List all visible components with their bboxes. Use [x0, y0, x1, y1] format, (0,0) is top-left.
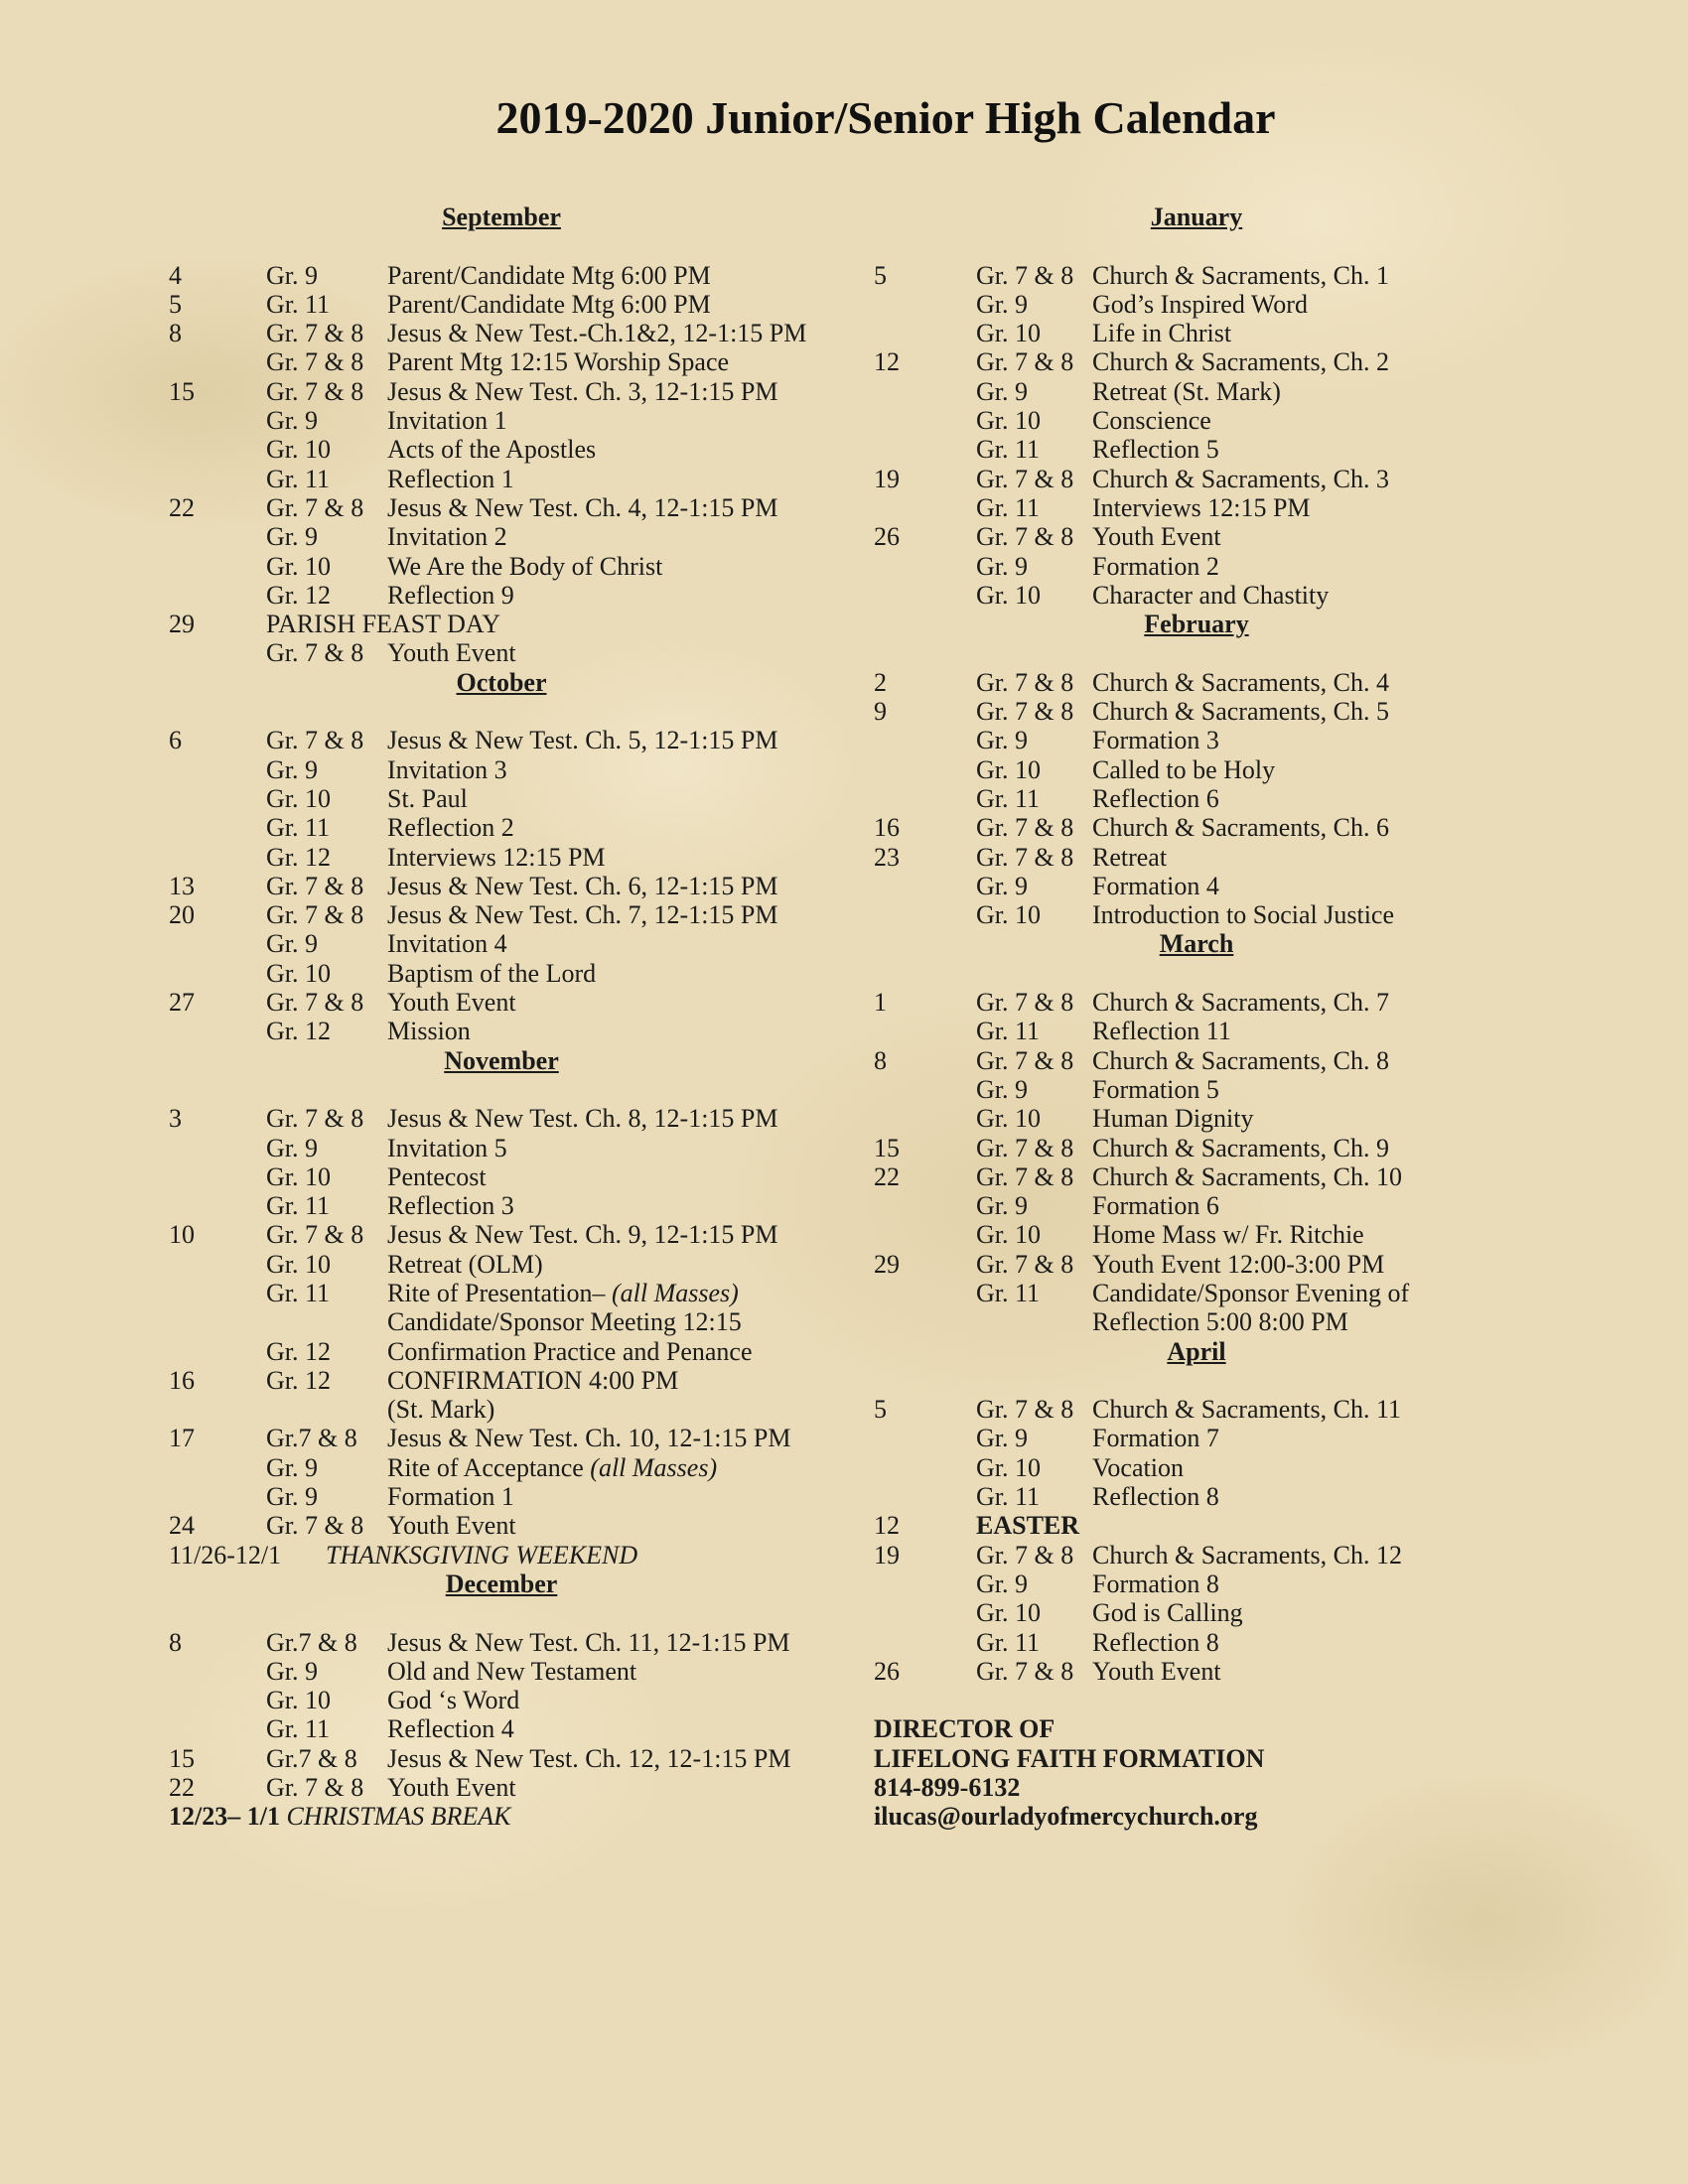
event-description: Rite of Presentation– (all Masses) [387, 1278, 739, 1307]
event-grade: Gr. 9 [976, 376, 1028, 406]
event-grade: Gr. 7 & 8 [976, 667, 1074, 697]
event-date: 23 [874, 842, 900, 872]
event-grade: Gr. 7 & 8 [976, 697, 1074, 727]
event-grade: Gr.7 & 8 [266, 1627, 357, 1657]
event-description: Jesus & New Test. Ch. 5, 12-1:15 PM [387, 726, 778, 755]
event-date: 8 [169, 1627, 182, 1657]
event-description: Invitation 2 [387, 522, 507, 552]
event-description: Church & Sacraments, Ch. 7 [1092, 988, 1389, 1018]
event-date: 8 [874, 1045, 887, 1075]
event-description: Invitation 1 [387, 406, 507, 436]
event-grade: Gr. 7 & 8 [976, 988, 1074, 1018]
event-description: Conscience [1092, 406, 1211, 436]
contact-text: LIFELONG FAITH FORMATION [874, 1743, 1265, 1773]
event-description: Formation 3 [1092, 726, 1219, 755]
event-date: 5 [874, 1395, 887, 1425]
event-grade: Gr. 11 [976, 1017, 1041, 1046]
event-grade: Gr. 7 & 8 [976, 347, 1074, 377]
event-grade: Gr. 7 & 8 [266, 1104, 364, 1134]
event-description: Jesus & New Test. Ch. 10, 12-1:15 PM [387, 1424, 791, 1453]
event-description: (St. Mark) [387, 1395, 495, 1425]
event-description: Retreat (St. Mark) [1092, 376, 1281, 406]
event-grade: Gr. 11 [976, 435, 1041, 465]
event-date: 16 [169, 1365, 195, 1395]
event-grade: Gr. 7 & 8 [266, 1220, 364, 1250]
event-description: Confirmation Practice and Penance [387, 1336, 753, 1366]
event-description: EASTER [976, 1511, 1080, 1541]
event-description: Mission [387, 1017, 471, 1046]
month-heading-label: February [1144, 610, 1249, 639]
event-date: 15 [169, 1743, 195, 1773]
event-grade: Gr. 9 [266, 1133, 318, 1162]
month-heading-label: November [444, 1045, 559, 1075]
event-description: Candidate/Sponsor Evening of [1092, 1278, 1410, 1307]
event-grade: Gr. 9 [266, 260, 318, 290]
event-grade: Gr. 11 [266, 1191, 331, 1221]
event-description: Formation 6 [1092, 1191, 1219, 1221]
event-description: Church & Sacraments, Ch. 6 [1092, 813, 1389, 843]
event-date: 26 [874, 522, 900, 552]
event-description: Jesus & New Test. Ch. 7, 12-1:15 PM [387, 900, 778, 930]
event-grade: Gr. 9 [266, 522, 318, 552]
event-date: 22 [169, 1773, 195, 1803]
event-date: 24 [169, 1511, 195, 1541]
event-description: Youth Event [387, 988, 516, 1018]
event-grade: Gr. 7 & 8 [976, 1540, 1074, 1570]
event-grade: Gr. 7 & 8 [266, 988, 364, 1018]
event-grade: Gr. 10 [266, 783, 331, 813]
event-grade: Gr. 7 & 8 [266, 1511, 364, 1541]
event-date: 3 [169, 1104, 182, 1134]
event-description: Formation 5 [1092, 1074, 1219, 1104]
event-grade: Gr. 9 [266, 754, 318, 784]
event-grade: Gr. 10 [976, 1598, 1041, 1628]
event-description: Youth Event [387, 1511, 516, 1541]
event-grade: Gr. 10 [976, 900, 1041, 930]
event-grade: Gr. 10 [976, 1104, 1041, 1134]
event-description: Church & Sacraments, Ch. 4 [1092, 667, 1389, 697]
event-grade: Gr. 10 [266, 1686, 331, 1715]
event-date: 16 [874, 813, 900, 843]
event-description: Vocation [1092, 1452, 1184, 1482]
event-date: 29 [169, 610, 195, 639]
event-description: CONFIRMATION 4:00 PM [387, 1365, 679, 1395]
event-description: Jesus & New Test.-Ch.1&2, 12-1:15 PM [387, 319, 807, 348]
event-description: Parent/Candidate Mtg 6:00 PM [387, 260, 711, 290]
event-date: 6 [169, 726, 182, 755]
event-date: 5 [169, 289, 182, 319]
event-date: 19 [874, 1540, 900, 1570]
event-grade: Gr. 7 & 8 [976, 1133, 1074, 1162]
event-description: God is Calling [1092, 1598, 1243, 1628]
event-grade: Gr. 10 [266, 435, 331, 465]
event-description: Reflection 8 [1092, 1627, 1219, 1657]
event-grade: Gr. 9 [266, 406, 318, 436]
event-description: Church & Sacraments, Ch. 3 [1092, 464, 1389, 493]
event-grade: Gr. 9 [976, 726, 1028, 755]
event-grade: Gr. 10 [266, 1249, 331, 1279]
event-description: Church & Sacraments, Ch. 12 [1092, 1540, 1402, 1570]
event-grade: Gr. 10 [266, 1161, 331, 1191]
event-description: Reflection 11 [1092, 1017, 1231, 1046]
event-description: Rite of Acceptance (all Masses) [387, 1452, 718, 1482]
month-heading-label: October [456, 667, 547, 697]
event-grade: Gr. 10 [976, 754, 1041, 784]
event-grade: Gr. 9 [976, 1074, 1028, 1104]
event-grade: Gr. 9 [266, 929, 318, 959]
event-description: Reflection 8 [1092, 1482, 1219, 1512]
event-grade: Gr. 11 [976, 1278, 1041, 1307]
event-grade: Gr. 9 [976, 289, 1028, 319]
event-description: Interviews 12:15 PM [387, 842, 606, 872]
event-grade: Gr. 9 [266, 1656, 318, 1686]
event-description: Parent Mtg 12:15 Worship Space [387, 347, 730, 377]
event-description: Youth Event [387, 638, 516, 668]
event-description: Church & Sacraments, Ch. 2 [1092, 347, 1389, 377]
month-heading-label: March [1159, 929, 1234, 959]
event-grade: Gr. 11 [266, 1278, 331, 1307]
event-description: Jesus & New Test. Ch. 9, 12-1:15 PM [387, 1220, 778, 1250]
event-grade: Gr. 11 [976, 1482, 1041, 1512]
event-grade: Gr. 7 & 8 [266, 638, 364, 668]
event-description: Church & Sacraments, Ch. 8 [1092, 1045, 1389, 1075]
event-grade: Gr. 7 & 8 [266, 492, 364, 522]
event-grade: Gr. 7 & 8 [976, 813, 1074, 843]
event-date: 20 [169, 900, 195, 930]
event-grade: Gr. 10 [266, 958, 331, 988]
event-grade: Gr. 11 [266, 813, 331, 843]
event-description: Church & Sacraments, Ch. 10 [1092, 1161, 1402, 1191]
month-heading-label: April [1167, 1336, 1226, 1366]
event-date: 10 [169, 1220, 195, 1250]
event-description: Home Mass w/ Fr. Ritchie [1092, 1220, 1364, 1250]
event-description: Parent/Candidate Mtg 6:00 PM [387, 289, 711, 319]
event-grade: Gr. 7 & 8 [266, 319, 364, 348]
event-grade: Gr. 7 & 8 [266, 726, 364, 755]
event-description: THANKSGIVING WEEKEND [326, 1540, 638, 1570]
event-grade: Gr. 11 [976, 492, 1041, 522]
event-description: Acts of the Apostles [387, 435, 597, 465]
event-grade: Gr. 12 [266, 1336, 331, 1366]
event-date: 13 [169, 871, 195, 900]
event-grade: Gr. 9 [266, 1482, 318, 1512]
event-grade: Gr. 9 [976, 1569, 1028, 1598]
event-grade: Gr. 10 [976, 1220, 1041, 1250]
event-date: 5 [874, 260, 887, 290]
event-date: 22 [874, 1161, 900, 1191]
event-grade: Gr. 11 [976, 1627, 1041, 1657]
event-grade: Gr. 10 [976, 319, 1041, 348]
event-grade: Gr. 7 & 8 [266, 871, 364, 900]
event-date: 8 [169, 319, 182, 348]
event-grade: Gr. 9 [976, 871, 1028, 900]
event-grade: Gr. 7 & 8 [266, 1773, 364, 1803]
event-description: Introduction to Social Justice [1092, 900, 1395, 930]
event-description: Church & Sacraments, Ch. 5 [1092, 697, 1389, 727]
event-date: 4 [169, 260, 182, 290]
event-grade: Gr. 12 [266, 1017, 331, 1046]
event-grade: Gr. 12 [266, 1365, 331, 1395]
event-description: Reflection 5 [1092, 435, 1219, 465]
event-date: 15 [874, 1133, 900, 1162]
month-heading-label: December [445, 1569, 558, 1598]
event-grade: Gr. 10 [266, 551, 331, 581]
event-description: Jesus & New Test. Ch. 11, 12-1:15 PM [387, 1627, 790, 1657]
event-description: Youth Event [387, 1773, 516, 1803]
event-grade: Gr. 11 [266, 289, 331, 319]
event-date: 29 [874, 1249, 900, 1279]
event-grade: Gr. 12 [266, 842, 331, 872]
event-description: Formation 4 [1092, 871, 1219, 900]
event-description: Formation 2 [1092, 551, 1219, 581]
event-description: Pentecost [387, 1161, 487, 1191]
event-date: 12 [874, 347, 900, 377]
event-grade: Gr.7 & 8 [266, 1743, 357, 1773]
event-description: Retreat (OLM) [387, 1249, 543, 1279]
event-grade: Gr. 11 [266, 1714, 331, 1744]
event-date: 22 [169, 492, 195, 522]
contact-text: ilucas@ourladyofmercychurch.org [874, 1802, 1258, 1832]
event-description: Reflection 5:00 8:00 PM [1092, 1307, 1348, 1337]
event-grade: Gr. 9 [976, 1424, 1028, 1453]
event-grade: Gr. 7 & 8 [976, 1395, 1074, 1425]
event-description: Invitation 4 [387, 929, 507, 959]
event-grade: Gr. 7 & 8 [976, 464, 1074, 493]
event-description: God’s Inspired Word [1092, 289, 1308, 319]
event-description: Church & Sacraments, Ch. 1 [1092, 260, 1389, 290]
event-description: Jesus & New Test. Ch. 8, 12-1:15 PM [387, 1104, 778, 1134]
event-date: 2 [874, 667, 887, 697]
event-description: Reflection 3 [387, 1191, 514, 1221]
event-grade: Gr. 7 & 8 [976, 260, 1074, 290]
event-description: Character and Chastity [1092, 580, 1330, 610]
contact-text: 814-899-6132 [874, 1773, 1021, 1803]
event-description: Youth Event 12:00-3:00 PM [1092, 1249, 1385, 1279]
event-date: 17 [169, 1424, 195, 1453]
month-heading-label: September [442, 203, 561, 231]
event-description: Jesus & New Test. Ch. 3, 12-1:15 PM [387, 376, 778, 406]
event-grade: Gr. 7 & 8 [976, 842, 1074, 872]
event-description: Jesus & New Test. Ch. 6, 12-1:15 PM [387, 871, 778, 900]
event-description: Formation 7 [1092, 1424, 1219, 1453]
event-description: Reflection 1 [387, 464, 514, 493]
event-description: Youth Event [1092, 1656, 1221, 1686]
event-description: We Are the Body of Christ [387, 551, 663, 581]
event-description: Church & Sacraments, Ch. 11 [1092, 1395, 1401, 1425]
event-grade: Gr. 10 [976, 580, 1041, 610]
event-grade: Gr. 9 [976, 1191, 1028, 1221]
event-grade: Gr. 7 & 8 [266, 376, 364, 406]
event-description: Invitation 5 [387, 1133, 507, 1162]
event-description: Retreat [1092, 842, 1168, 872]
event-grade: Gr. 9 [266, 1452, 318, 1482]
event-grade: Gr. 7 & 8 [976, 522, 1074, 552]
event-description: St. Paul [387, 783, 468, 813]
event-grade: Gr. 10 [976, 1452, 1041, 1482]
event-description: Jesus & New Test. Ch. 4, 12-1:15 PM [387, 492, 778, 522]
event-date: 19 [874, 464, 900, 493]
event-description: Called to be Holy [1092, 754, 1276, 784]
event-grade: Gr.7 & 8 [266, 1424, 357, 1453]
event-description: Interviews 12:15 PM [1092, 492, 1311, 522]
event-description: Youth Event [1092, 522, 1221, 552]
event-date: 1 [874, 988, 887, 1018]
month-heading-label: January [1150, 203, 1243, 231]
event-grade: Gr. 7 & 8 [976, 1045, 1074, 1075]
event-date: 9 [874, 697, 887, 727]
event-date: 15 [169, 376, 195, 406]
event-description: Reflection 2 [387, 813, 514, 843]
event-description: Formation 8 [1092, 1569, 1219, 1598]
page-title: 2019-2020 Junior/Senior High Calendar [495, 92, 1276, 143]
event-description: Reflection 4 [387, 1714, 514, 1744]
event-grade: Gr. 12 [266, 580, 331, 610]
event-grade: Gr. 7 & 8 [266, 347, 364, 377]
event-grade: Gr. 11 [976, 783, 1041, 813]
event-grade: PARISH FEAST DAY [266, 610, 501, 639]
event-description: Church & Sacraments, Ch. 9 [1092, 1133, 1389, 1162]
event-description: Reflection 9 [387, 580, 514, 610]
event-grade: Gr. 7 & 8 [266, 900, 364, 930]
event-date: 26 [874, 1656, 900, 1686]
event-grade: Gr. 11 [266, 464, 331, 493]
event-description: Human Dignity [1092, 1104, 1254, 1134]
event-description: Baptism of the Lord [387, 958, 597, 988]
event-date: 12 [874, 1511, 900, 1541]
event-grade: Gr. 9 [976, 551, 1028, 581]
event-description: Reflection 6 [1092, 783, 1219, 813]
event-description: Life in Christ [1092, 319, 1232, 348]
event-description: Jesus & New Test. Ch. 12, 12-1:15 PM [387, 1743, 791, 1773]
event-date: 27 [169, 988, 195, 1018]
event-grade: Gr. 7 & 8 [976, 1161, 1074, 1191]
event-grade: Gr. 10 [976, 406, 1041, 436]
event-description: God ‘s Word [387, 1686, 520, 1715]
event-description: Invitation 3 [387, 754, 507, 784]
event-description: Candidate/Sponsor Meeting 12:15 [387, 1307, 742, 1337]
event-description: Formation 1 [387, 1482, 514, 1512]
contact-text: DIRECTOR OF [874, 1714, 1055, 1744]
event-grade: Gr. 7 & 8 [976, 1249, 1074, 1279]
christmas-break-label: 12/23– 1/1 CHRISTMAS BREAK [169, 1802, 511, 1832]
event-grade: Gr. 7 & 8 [976, 1656, 1074, 1686]
event-date: 11/26-12/1 [169, 1540, 282, 1570]
event-description: Old and New Testament [387, 1656, 637, 1686]
